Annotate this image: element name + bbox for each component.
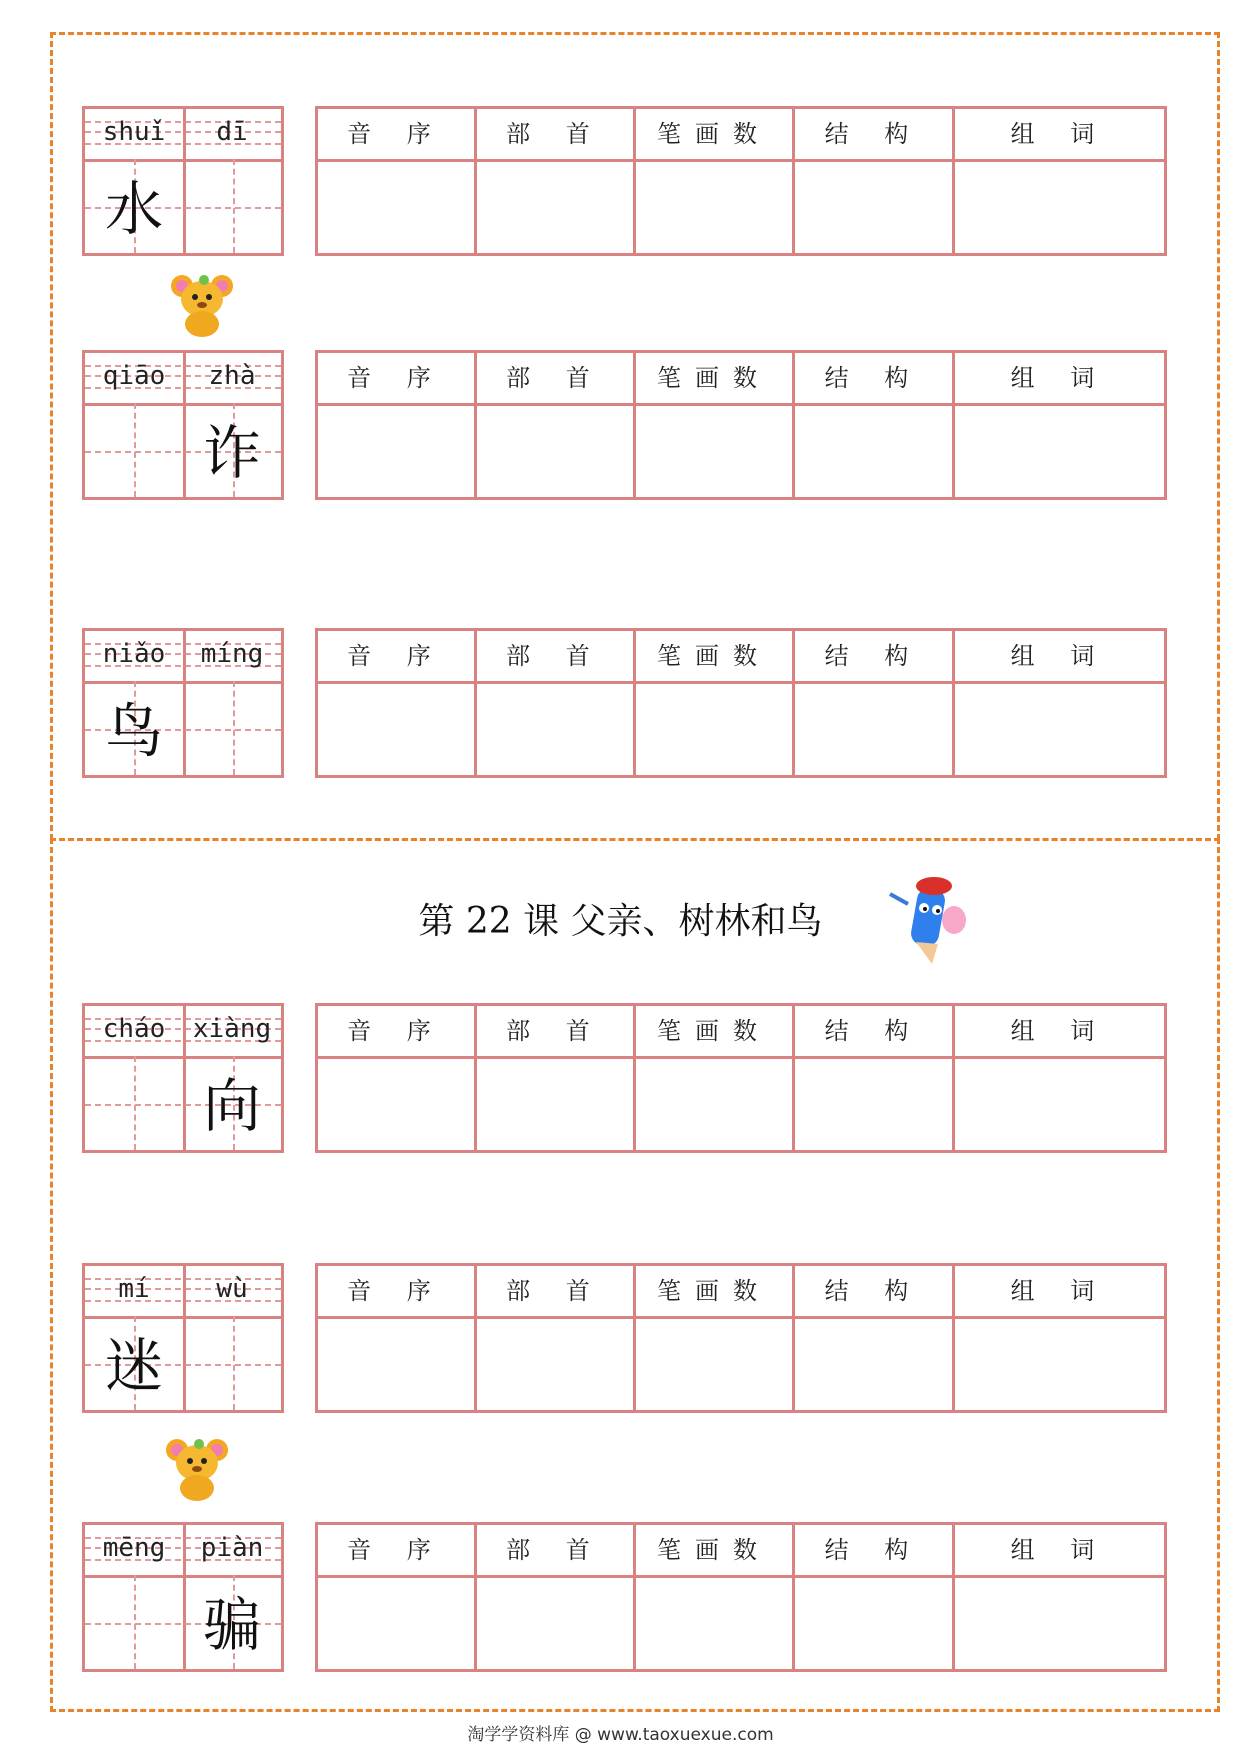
answer-cell[interactable]	[477, 1059, 636, 1150]
analysis-table	[315, 1003, 1167, 1153]
answer-cell[interactable]	[795, 406, 955, 497]
bear-icon	[168, 272, 236, 338]
pinyin-left: qiāo	[102, 361, 166, 391]
answer-cell[interactable]	[477, 1319, 636, 1410]
pinyin-right: zhà	[208, 361, 256, 391]
answer-cell[interactable]	[318, 1319, 477, 1410]
hanzi-right	[183, 161, 281, 257]
header-zuci: 组 词	[955, 1006, 1164, 1059]
header-bihuashu: 笔画数	[636, 1006, 795, 1059]
answer-cell[interactable]	[477, 684, 636, 775]
pinyin-left: shuǐ	[102, 117, 166, 147]
bear-icon	[163, 1436, 231, 1502]
answer-cell[interactable]	[795, 162, 955, 253]
hanzi-left: 迷	[104, 1332, 163, 1400]
answer-cell[interactable]	[955, 1319, 1164, 1410]
answer-cell[interactable]	[636, 1578, 795, 1669]
answer-cell[interactable]	[955, 1578, 1164, 1669]
pinyin-left: cháo	[102, 1014, 166, 1044]
header-jiegou: 结 构	[795, 353, 955, 406]
answer-cell[interactable]	[477, 406, 636, 497]
header-bushou: 部 首	[477, 631, 636, 684]
character-row	[0, 1522, 1241, 1672]
header-zuci: 组 词	[955, 631, 1164, 684]
analysis-table	[315, 106, 1167, 256]
header-jiegou: 结 构	[795, 109, 955, 162]
character-row	[0, 1003, 1241, 1153]
pinyin-left: niǎo	[102, 639, 166, 669]
header-zuci: 组 词	[955, 1266, 1164, 1319]
answer-cell[interactable]	[795, 1059, 955, 1150]
character-row	[0, 106, 1241, 256]
header-zuci: 组 词	[955, 109, 1164, 162]
tian-zi-ge	[82, 628, 284, 778]
answer-cell[interactable]	[318, 162, 477, 253]
answer-cell[interactable]	[955, 406, 1164, 497]
answer-cell[interactable]	[477, 1578, 636, 1669]
header-bushou: 部 首	[477, 1266, 636, 1319]
analysis-table	[315, 1522, 1167, 1672]
answer-cell[interactable]	[795, 1578, 955, 1669]
header-bushou: 部 首	[477, 1006, 636, 1059]
header-bihuashu: 笔画数	[636, 631, 795, 684]
answer-cell[interactable]	[795, 684, 955, 775]
footer-credit: 淘学学资料库 @ www.taoxuexue.com	[467, 1725, 774, 1745]
hanzi-right: 骗	[202, 1591, 261, 1659]
analysis-table	[315, 628, 1167, 778]
lesson-title: 第 22 课 父亲、树林和鸟	[418, 901, 823, 942]
answer-cell[interactable]	[955, 684, 1164, 775]
hanzi-left	[85, 1058, 183, 1154]
tian-zi-ge	[82, 106, 284, 256]
answer-cell[interactable]	[955, 162, 1164, 253]
header-bushou: 部 首	[477, 353, 636, 406]
answer-cell[interactable]	[636, 1059, 795, 1150]
answer-cell[interactable]	[636, 406, 795, 497]
header-bushou: 部 首	[477, 109, 636, 162]
pinyin-left: mēng	[102, 1533, 166, 1563]
character-row	[0, 350, 1241, 500]
tian-zi-ge	[82, 350, 284, 500]
tian-zi-ge	[82, 1522, 284, 1672]
hanzi-left: 水	[104, 175, 163, 243]
pinyin-right: míng	[200, 639, 264, 669]
tian-zi-ge	[82, 1003, 284, 1153]
pinyin-right: dī	[216, 117, 248, 147]
answer-cell[interactable]	[636, 1319, 795, 1410]
header-bihuashu: 笔画数	[636, 353, 795, 406]
header-bihuashu: 笔画数	[636, 1525, 795, 1578]
answer-cell[interactable]	[636, 162, 795, 253]
hanzi-left	[85, 405, 183, 501]
analysis-table	[315, 350, 1167, 500]
answer-cell[interactable]	[318, 1578, 477, 1669]
hanzi-right	[183, 683, 281, 779]
answer-cell[interactable]	[636, 684, 795, 775]
answer-cell[interactable]	[318, 1059, 477, 1150]
pinyin-right: wù	[216, 1274, 248, 1304]
header-yinxu: 音 序	[318, 1006, 477, 1059]
character-row	[0, 1263, 1241, 1413]
header-bihuashu: 笔画数	[636, 109, 795, 162]
header-yinxu: 音 序	[318, 631, 477, 684]
answer-cell[interactable]	[955, 1059, 1164, 1150]
header-zuci: 组 词	[955, 1525, 1164, 1578]
hanzi-left	[85, 1577, 183, 1673]
answer-cell[interactable]	[795, 1319, 955, 1410]
hanzi-right: 向	[202, 1072, 261, 1140]
header-jiegou: 结 构	[795, 1006, 955, 1059]
header-yinxu: 音 序	[318, 353, 477, 406]
hanzi-right	[183, 1318, 281, 1414]
pinyin-right: piàn	[200, 1533, 264, 1563]
pinyin-left: mí	[118, 1274, 150, 1304]
header-yinxu: 音 序	[318, 1266, 477, 1319]
header-bihuashu: 笔画数	[636, 1266, 795, 1319]
answer-cell[interactable]	[477, 162, 636, 253]
answer-cell[interactable]	[318, 684, 477, 775]
character-row	[0, 628, 1241, 778]
hanzi-right: 诈	[202, 419, 261, 487]
header-zuci: 组 词	[955, 353, 1164, 406]
header-yinxu: 音 序	[318, 109, 477, 162]
answer-cell[interactable]	[318, 406, 477, 497]
header-jiegou: 结 构	[795, 1266, 955, 1319]
pencil-mascot-icon	[888, 874, 970, 966]
tian-zi-ge	[82, 1263, 284, 1413]
header-jiegou: 结 构	[795, 631, 955, 684]
analysis-table	[315, 1263, 1167, 1413]
hanzi-left: 鸟	[104, 697, 163, 765]
pinyin-right: xiàng	[192, 1014, 272, 1044]
header-yinxu: 音 序	[318, 1525, 477, 1578]
header-jiegou: 结 构	[795, 1525, 955, 1578]
header-bushou: 部 首	[477, 1525, 636, 1578]
